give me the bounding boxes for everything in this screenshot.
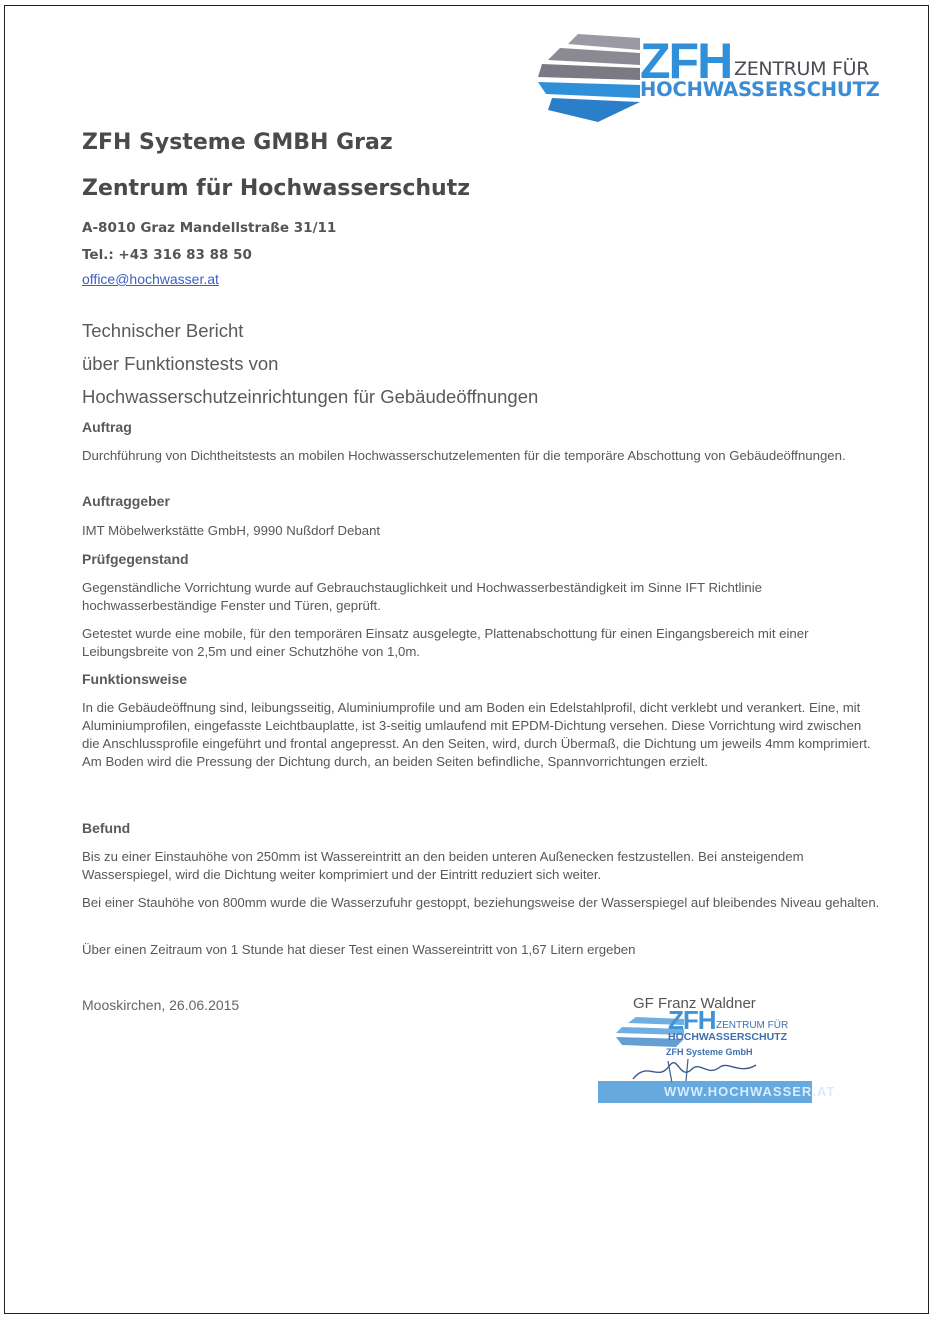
company-subtitle: Zentrum für Hochwasserschutz bbox=[82, 176, 471, 201]
company-name: ZFH Systeme GMBH Graz bbox=[82, 130, 393, 155]
signatory-name: GF Franz Waldner bbox=[633, 995, 756, 1012]
company-address: A-8010 Graz Mandellstraße 31/11 bbox=[82, 220, 337, 236]
company-stamp bbox=[598, 995, 836, 1115]
place-date: Mooskirchen, 26.06.2015 bbox=[82, 997, 240, 1013]
zfh-logo bbox=[538, 30, 893, 125]
report-title-line2: über Funktionstests von bbox=[82, 353, 279, 374]
section-text-pruefgegenstand-1: Gegenständliche Vorrichtung wurde auf Gebrauchstauglichkeit und Hochwasserbeständigkeit im Sinne IFT Richtlinie hochwasserbeständige Fenster und Türen, geprüft. bbox=[82, 580, 763, 613]
section-heading-befund: Befund bbox=[82, 820, 131, 836]
section-text-pruefgegenstand-2: Getestet wurde eine mobile, für den temporären Einsatz ausgelegte, Plattenabschottung für einen Eingangsbereich mit einer Leibungsbreite von 2,5m und einer Schutzhöhe von 1,0m. bbox=[82, 626, 809, 659]
report-title-line3: Hochwasserschutzeinrichtungen für Gebäudeöffnungen bbox=[82, 386, 539, 407]
logo-wave-icon bbox=[538, 30, 648, 125]
logo-zfh-text: ZFH bbox=[640, 33, 732, 89]
section-heading-auftrag: Auftrag bbox=[82, 419, 132, 435]
section-text-funktionsweise: In die Gebäudeöffnung sind, leibungsseitig, Aluminiumprofile und am Boden ein Edelstahlprofil, dicht verklebt und verankert. Eine, mit Aluminiumprofilen, eingefasste Leichtbauplatte, ist 3-seitig umlaufend mit EPDM-Dichtung versehen. Diese Vorrichtung wird zwischen die Anschlussprofile eingeführt und frontal angepresst. An den Seiten, wird, durch Übermaß, die Dichtung um jeweils 4mm komprimiert. Am Boden wird die Pressung der Dichtung durch, an beiden Seiten befindliche, Spannvorrichtungen erzielt. bbox=[82, 700, 871, 769]
company-phone: Tel.: +43 316 83 88 50 bbox=[82, 247, 252, 263]
section-heading-pruefgegenstand: Prüfgegenstand bbox=[82, 551, 189, 567]
section-text-auftraggeber: IMT Möbelwerkstätte GmbH, 9990 Nußdorf Debant bbox=[82, 523, 381, 538]
stamp-url-text: WWW.HOCHWASSER.AT bbox=[664, 1084, 836, 1099]
logo-hochwasserschutz-text: HOCHWASSERSCHUTZ bbox=[640, 78, 880, 101]
stamp-hochwasserschutz-text: HOCHWASSERSCHUTZ bbox=[668, 1031, 788, 1043]
report-title-line1: Technischer Bericht bbox=[82, 320, 244, 341]
stamp-zentrum-text: ZENTRUM FÜR bbox=[716, 1020, 789, 1031]
section-text-befund-1: Bis zu einer Einstauhöhe von 250mm ist Wassereintritt an den beiden unteren Außenecken festzustellen. Bei ansteigendem Wasserspiegel, wird die Dichtung weiter komprimiert und der Eintritt reduziert sich weiter. bbox=[82, 849, 804, 882]
logo-zentrum-text: ZENTRUM FÜR bbox=[734, 58, 870, 80]
section-heading-auftraggeber: Auftraggeber bbox=[82, 493, 170, 509]
section-text-befund-3: Über einen Zeitraum von 1 Stunde hat dieser Test einen Wassereintritt von 1,67 Litern ergeben bbox=[82, 942, 636, 957]
stamp-company-text: ZFH Systeme GmbH bbox=[666, 1047, 753, 1057]
stamp-zfh-text: ZFH bbox=[668, 1005, 716, 1035]
section-text-auftrag: Durchführung von Dichtheitstests an mobilen Hochwasserschutzelementen für die temporäre Abschottung von Gebäudeöffnungen. bbox=[82, 448, 846, 463]
section-text-befund-2: Bei einer Stauhöhe von 800mm wurde die Wasserzufuhr gestoppt, beziehungsweise der Wasserspiegel auf bleibendes Niveau gehalten. bbox=[82, 895, 880, 910]
company-email-link[interactable]: office@hochwasser.at bbox=[82, 271, 219, 287]
section-heading-funktionsweise: Funktionsweise bbox=[82, 671, 188, 687]
